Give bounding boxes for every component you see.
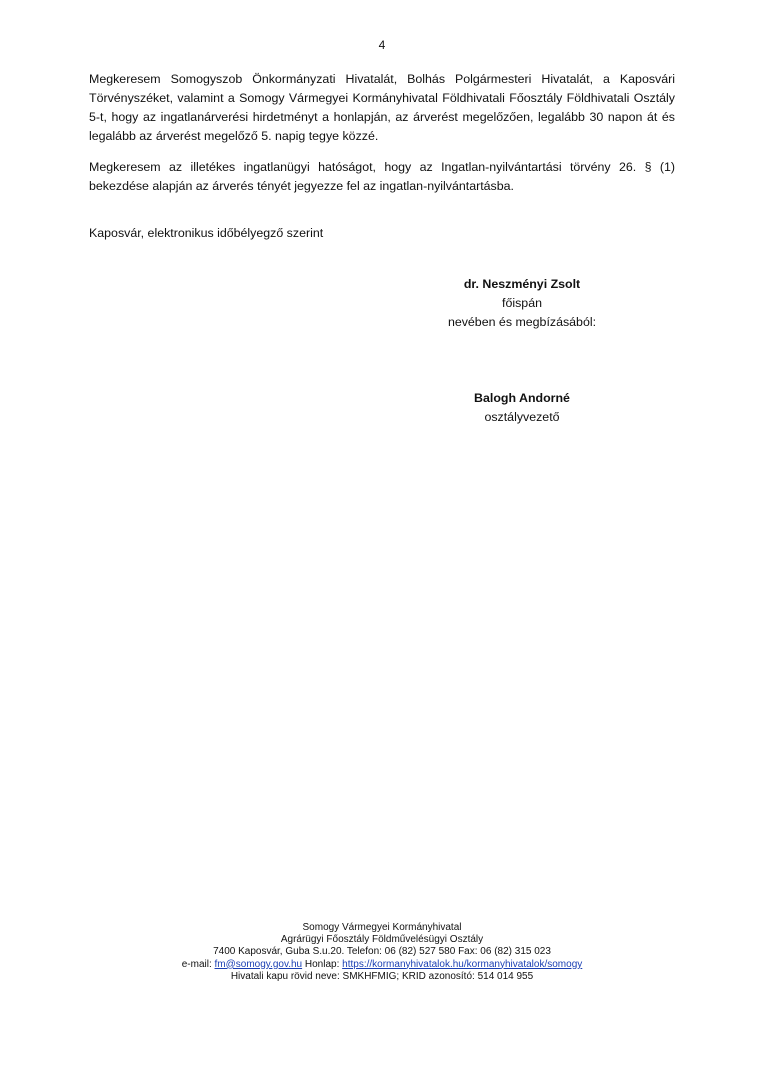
footer-web-link[interactable]: https://kormanyhivatalok.hu/kormanyhivatalok/somogy xyxy=(342,958,583,970)
paragraph-request-publication: Megkeresem Somogyszob Önkormányzati Hivatalát, Bolhás Polgármesteri Hivatalát, a Kaposvári Törvényszéket, valamint a Somogy Vármegyei Kormányhivatal Földhivatali Főosztály Földhivatali Osztály 5-t, hogy az ingatlanárverési hirdetményt a honlapján, az árverést megelőzően, legalább 30 napon át és legalább az árverést megelőző 5. napig tegye közzé. xyxy=(89,72,675,143)
signature-block-secondary xyxy=(412,389,632,427)
signatory-name: dr. Neszményi Zsolt xyxy=(463,277,581,291)
footer-krid: Hivatali kapu rövid neve: SMKHFMIG; KRID azonosító: 514 014 955 xyxy=(230,970,534,982)
signature-block-primary xyxy=(412,275,632,332)
footer-org: Somogy Vármegyei Kormányhivatal xyxy=(302,922,462,933)
department-head-title: osztályvezető xyxy=(484,410,560,424)
page-footer xyxy=(0,922,764,983)
department-head-name: Balogh Andorné xyxy=(474,391,570,405)
footer-contact-line xyxy=(0,959,764,971)
paragraph-request-registry: Megkeresem az illetékes ingatlanügyi hatóságot, hogy az Ingatlan-nyilvántartási törvény 26. § (1) bekezdése alapján az árverés tényét jegyezze fel az ingatlan-nyilvántartásba. xyxy=(89,160,675,193)
signatory-title: főispán xyxy=(502,296,542,310)
footer-address: 7400 Kaposvár, Guba S.u.20. Telefon: 06 (82) 527 580 Fax: 06 (82) 315 023 xyxy=(213,946,551,958)
footer-dept: Agrárügyi Főosztály Földművelésügyi Osztály xyxy=(280,934,484,946)
footer-email-link[interactable]: fm@somogy.gov.hu xyxy=(214,958,303,970)
on-behalf-line: nevében és megbízásából: xyxy=(447,315,597,329)
footer-web-label: Honlap: xyxy=(302,958,343,970)
footer-email-label: e-mail: xyxy=(181,958,215,970)
page-number: 4 xyxy=(378,38,386,52)
place-date-line: Kaposvár, elektronikus időbélyegző szerint xyxy=(89,226,324,240)
